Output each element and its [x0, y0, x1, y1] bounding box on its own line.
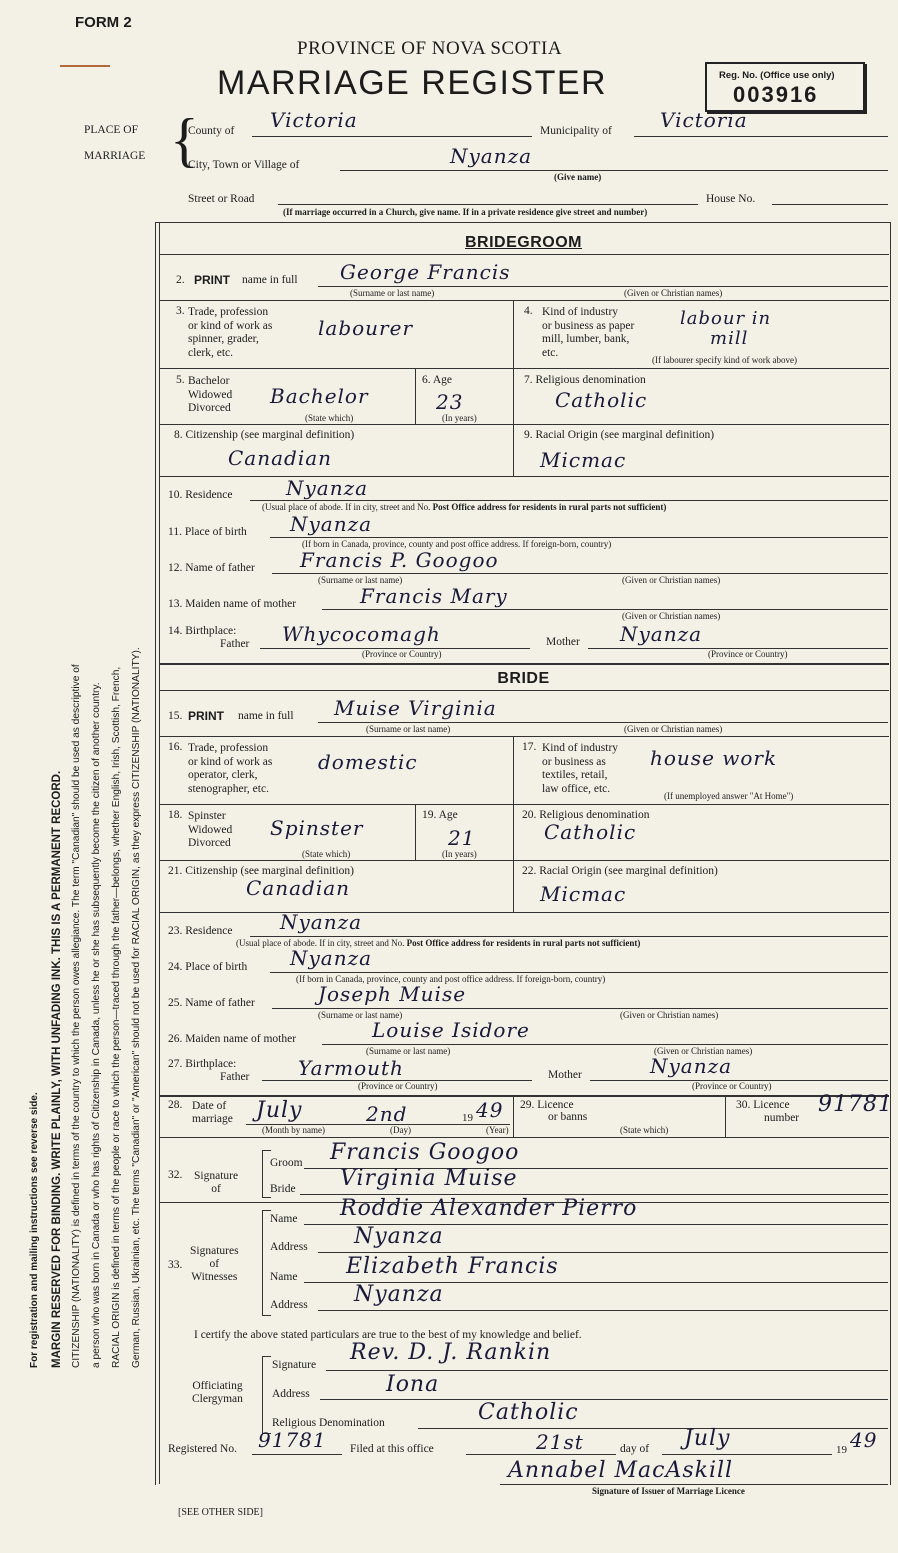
- q2-number: 2.: [176, 274, 185, 286]
- q12-label: 12. Name of father: [168, 562, 255, 574]
- house-line: [772, 204, 888, 205]
- q11-label: 11. Place of birth: [168, 526, 247, 538]
- rule: [513, 1095, 514, 1137]
- day-note: (Day): [390, 1125, 411, 1135]
- bride-name-value: Muise Virginia: [334, 696, 497, 720]
- w1-address-label: Address: [270, 1241, 308, 1253]
- house-label: House No.: [706, 193, 756, 205]
- rule: [160, 690, 889, 691]
- q15-label: name in full: [238, 710, 294, 722]
- q4-number: 4.: [524, 305, 533, 317]
- year-note: (Year): [486, 1125, 509, 1135]
- q4-label: Kind of industry or business as paper mill, lumber, bank, etc.: [542, 306, 635, 359]
- filed-label: Filed at this office: [350, 1443, 434, 1455]
- margin-line-2: MARGIN RESERVED FOR BINDING. WRITE PLAINLY, WITH UNFADING INK. THIS IS A PERMANENT RECORD.: [51, 770, 63, 1368]
- groom-religion-value: Catholic: [555, 388, 648, 412]
- reg-label: Reg. No. (Office use only): [719, 70, 835, 81]
- groom-surname-note: (Surname or last name): [350, 288, 435, 298]
- q17-note: (If unemployed answer "At Home"): [664, 791, 794, 801]
- mother-label: Mother: [548, 1069, 582, 1081]
- clergy-denomination: Catholic: [478, 1400, 579, 1425]
- q3-number: 3.: [176, 305, 185, 317]
- state-which-note: (State which): [620, 1125, 669, 1135]
- clergy-label: Officiating Clergyman: [192, 1380, 243, 1405]
- filed-year-prefix: 19: [836, 1444, 847, 1456]
- place-label-2: MARRIAGE: [84, 150, 146, 162]
- surname-note: (Surname or last name): [366, 724, 451, 734]
- mother-line: [322, 1044, 888, 1045]
- witness2-address: Nyanza: [354, 1282, 444, 1307]
- q3-label: Trade, profession or kind of work as spinner, grader, clerk, etc.: [188, 306, 273, 359]
- rule: [415, 368, 416, 424]
- rule: [160, 424, 889, 425]
- q30-label-2: number: [764, 1112, 800, 1124]
- q7-label: 7. Religious denomination: [524, 374, 646, 386]
- q2-label: name in full: [242, 274, 298, 286]
- q15-print: PRINT: [188, 709, 224, 723]
- registered-label: Registered No.: [168, 1443, 237, 1455]
- page-title: MARRIAGE REGISTER: [217, 64, 608, 102]
- given-note: (Given or Christian names): [622, 611, 721, 621]
- bride-sig-line: [300, 1194, 888, 1195]
- prov-note: (Province or Country): [708, 649, 788, 659]
- q2-print: PRINT: [194, 273, 230, 287]
- groom-given-note: (Given or Christian names): [624, 288, 723, 298]
- rule: [160, 1137, 889, 1138]
- groom-racial-value: Micmac: [540, 448, 627, 472]
- city-label: City, Town or Village of: [188, 159, 300, 171]
- q30-label: 30. Licence: [736, 1099, 790, 1111]
- place-label-1: PLACE OF: [84, 124, 138, 136]
- bride-citizenship-value: Canadian: [246, 876, 351, 900]
- month-note: (Month by name): [262, 1125, 325, 1135]
- rule: [513, 736, 514, 804]
- groom-signature: Francis Googoo: [330, 1140, 520, 1165]
- groom-mother-value: Francis Mary: [360, 584, 508, 608]
- clergy-sig-line: [326, 1370, 888, 1371]
- rule: [725, 1095, 726, 1137]
- q18-number: 18.: [168, 809, 183, 821]
- rule: [513, 368, 514, 424]
- margin-line-5: RACIAL ORIGIN is defined in terms of the people or race to which the person—traced through the father—belongs, whether English, Irish, Scottish, French,: [111, 666, 122, 1368]
- place-brace: {: [170, 107, 199, 173]
- street-label: Street or Road: [188, 193, 255, 205]
- residence-note: (Usual place of abode. If in city, street and No. Post Office address for residents in rural parts not sufficient): [236, 938, 641, 948]
- groom-residence-value: Nyanza: [286, 476, 369, 500]
- marriage-month-value: July: [256, 1098, 303, 1123]
- residence-note: (Usual place of abode. If in city, street and No. Post Office address for residents in rural parts not sufficient): [262, 502, 667, 512]
- registered-number: 91781: [258, 1428, 327, 1452]
- mother-line: [322, 609, 888, 610]
- marriage-day-value: 2nd: [366, 1102, 408, 1126]
- margin-line-4: a person who was born in Canada or who has rights of Citizenship in Canada, unless he or she has subsequently become the citizen of another country.: [91, 682, 102, 1368]
- filed-day: 21st: [536, 1430, 584, 1454]
- bride-father-value: Joseph Muise: [318, 982, 467, 1006]
- q28-number: 28.: [168, 1099, 183, 1111]
- given-note: (Given or Christian names): [654, 1046, 753, 1056]
- bride-name-line: [318, 722, 888, 723]
- surname-note: (Surname or last name): [318, 1010, 403, 1020]
- witness1-address: Nyanza: [354, 1224, 444, 1249]
- state-which-note: (State which): [302, 849, 351, 859]
- q25-label: 25. Name of father: [168, 997, 255, 1009]
- rule: [513, 804, 514, 860]
- witness2-name: Elizabeth Francis: [346, 1254, 559, 1279]
- bride-heading: BRIDE: [497, 670, 550, 687]
- municipality-label: Municipality of: [540, 125, 612, 137]
- w1-name-label: Name: [270, 1213, 298, 1225]
- given-note: (Given or Christian names): [622, 575, 721, 585]
- q33-label: Signatures of Witnesses: [190, 1245, 239, 1283]
- w2-address-line: [318, 1310, 888, 1311]
- q33-number: 33.: [168, 1259, 183, 1271]
- q5-number: 5.: [176, 374, 185, 386]
- marriage-year-value: 49: [476, 1098, 504, 1122]
- q26-label: 26. Maiden name of mother: [168, 1033, 297, 1045]
- clergy-signature: Rev. D. J. Rankin: [350, 1340, 552, 1365]
- clergy-denom-line: [418, 1428, 888, 1429]
- q28-label: Date of marriage: [192, 1100, 233, 1125]
- bridegroom-heading: BRIDEGROOM: [465, 234, 582, 251]
- filed-month-line: [662, 1454, 832, 1455]
- prov-note: (Province or Country): [358, 1081, 438, 1091]
- rule: [160, 804, 889, 805]
- bride-father-bp-value: Yarmouth: [298, 1056, 404, 1080]
- q20-label: 20. Religious denomination: [522, 809, 650, 821]
- birth-note: (If born in Canada, province, county and post office address. If foreign-born, country): [296, 974, 606, 984]
- groom-name-line: [318, 286, 888, 287]
- clergy-brace: [262, 1356, 271, 1434]
- see-other-side: [SEE OTHER SIDE]: [178, 1507, 263, 1518]
- bride-status-value: Spinster: [270, 816, 364, 840]
- groom-age-value: 23: [436, 390, 464, 414]
- reg-number-box: [705, 62, 865, 112]
- father-line: [272, 573, 888, 574]
- groom-industry-value-2: mill: [710, 328, 749, 349]
- rule: [160, 1095, 889, 1097]
- q27-label: 27. Birthplace: Father: [168, 1058, 250, 1083]
- province-heading: PROVINCE OF NOVA SCOTIA: [297, 38, 563, 59]
- rule: [513, 424, 514, 476]
- q32-number: 32.: [168, 1169, 183, 1181]
- clergy-denom-label: Religious Denomination: [272, 1417, 385, 1429]
- q9-label: 9. Racial Origin (see marginal definition): [524, 429, 715, 441]
- municipality-line: [634, 136, 888, 137]
- registered-line: [252, 1454, 342, 1455]
- groom-citizenship-value: Canadian: [228, 446, 333, 470]
- rule: [160, 368, 889, 369]
- form-number: FORM 2: [75, 14, 132, 31]
- q16-number: 16.: [168, 741, 183, 753]
- given-note: (Given or Christian names): [624, 724, 723, 734]
- bride-trade-value: domestic: [318, 750, 418, 774]
- rule: [160, 476, 889, 477]
- day-of-label: day of: [620, 1443, 650, 1455]
- groom-industry-value-1: labour in: [680, 308, 772, 329]
- q17-number: 17.: [522, 741, 537, 753]
- rule: [160, 912, 889, 913]
- county-label: County of: [188, 125, 235, 137]
- binding-mark: [60, 65, 110, 67]
- rule: [513, 860, 514, 912]
- groom-father-value: Francis P. Googoo: [300, 548, 499, 572]
- bride-birth-value: Nyanza: [290, 946, 373, 970]
- clergy-address: Iona: [386, 1372, 440, 1397]
- q29-label-2: or banns: [548, 1111, 588, 1123]
- q5-label: Bachelor Widowed Divorced: [188, 375, 233, 414]
- groom-name-value: George Francis: [340, 260, 511, 284]
- margin-line-6: German, Russian, Ukrainian, etc. The terms "Canadian" or "American" should not be used for RACIAL ORIGIN, as they express CITIZENSHIP (NATIONALITY).: [131, 647, 142, 1368]
- q21-label: 21. Citizenship (see marginal definition): [168, 865, 354, 877]
- q23-label: 23. Residence: [168, 925, 233, 937]
- q29-label: 29. Licence: [520, 1099, 574, 1111]
- surname-note: (Surname or last name): [318, 575, 403, 585]
- prov-note: (Province or Country): [362, 649, 442, 659]
- marriage-year-prefix: 19: [462, 1112, 473, 1124]
- bride-sig-label: Bride: [270, 1183, 296, 1195]
- bride-mother-value: Louise Isidore: [372, 1018, 530, 1042]
- groom-sig-label: Groom: [270, 1157, 303, 1169]
- rule: [160, 254, 889, 255]
- bride-signature: Virginia Muise: [340, 1166, 518, 1191]
- clergy-addr-line: [320, 1399, 888, 1400]
- given-note: (Given or Christian names): [620, 1010, 719, 1020]
- inner-left-rule: [159, 222, 160, 1484]
- q15-number: 15.: [168, 710, 183, 722]
- mother-label: Mother: [546, 636, 580, 648]
- issuer-signature: Annabel MacAskill: [508, 1458, 734, 1483]
- county-line: [252, 136, 532, 137]
- city-value: Nyanza: [450, 144, 533, 168]
- city-line: [340, 170, 888, 171]
- prov-note: (Province or Country): [692, 1081, 772, 1091]
- county-value: Victoria: [270, 108, 358, 132]
- bride-racial-value: Micmac: [540, 882, 627, 906]
- q6-label: 6. Age: [422, 374, 453, 386]
- filed-line: [466, 1454, 616, 1455]
- bride-religion-value: Catholic: [544, 820, 637, 844]
- q22-label: 22. Racial Origin (see marginal definition): [522, 865, 718, 877]
- street-note: (If marriage occurred in a Church, give name. If in a private residence give street and number): [283, 207, 648, 217]
- municipality-value: Victoria: [660, 108, 748, 132]
- filed-month: July: [684, 1426, 731, 1451]
- bride-industry-value: house work: [650, 746, 778, 770]
- bride-residence-value: Nyanza: [280, 910, 363, 934]
- residence-line: [250, 500, 888, 501]
- bride-mother-bp-value: Nyanza: [650, 1054, 733, 1078]
- reg-number: 003916: [733, 82, 819, 107]
- w2-address-label: Address: [270, 1299, 308, 1311]
- groom-birth-value: Nyanza: [290, 512, 373, 536]
- filed-year: 49: [850, 1428, 878, 1452]
- birth-line: [270, 537, 888, 538]
- w2-name-label: Name: [270, 1271, 298, 1283]
- rule: [160, 663, 889, 665]
- margin-line-3: CITIZENSHIP (NATIONALITY) is defined in terms of the country to which the person owes allegiance. The term "Canadian" should be used as descriptive of: [71, 664, 82, 1368]
- clergy-sig-label: Signature: [272, 1359, 317, 1371]
- rule: [160, 300, 889, 301]
- surname-note: (Surname or last name): [366, 1046, 451, 1056]
- q8-label: 8. Citizenship (see marginal definition): [174, 429, 355, 441]
- groom-father-bp-value: Whycocomagh: [282, 622, 441, 646]
- rule: [415, 804, 416, 860]
- q14-label: 14. Birthplace: Father: [168, 625, 250, 650]
- rule: [160, 736, 889, 737]
- residence-line: [250, 936, 888, 937]
- q18-label: Spinster Widowed Divorced: [188, 810, 233, 849]
- issuer-label: Signature of Issuer of Marriage Licence: [592, 1486, 745, 1496]
- state-which-note: (State which): [305, 413, 354, 423]
- margin-line-1: For registration and mailing instructions see reverse side.: [29, 1092, 40, 1368]
- years-note: (In years): [442, 413, 477, 423]
- father-line: [272, 1008, 888, 1009]
- w1-address-line: [318, 1252, 888, 1253]
- licence-number-value: 91781: [818, 1092, 893, 1117]
- witness1-name: Roddie Alexander Pierro: [340, 1196, 638, 1221]
- q19-label: 19. Age: [422, 809, 458, 821]
- clergy-addr-label: Address: [272, 1388, 310, 1400]
- q13-label: 13. Maiden name of mother: [168, 598, 297, 610]
- give-name-note: (Give name): [554, 172, 602, 182]
- street-line: [278, 204, 698, 205]
- q17-label: Kind of industry or business as textiles, retail, law office, etc.: [542, 742, 619, 795]
- birth-note: (If born in Canada, province, county and post office address. If foreign-born, country): [302, 539, 612, 549]
- rule: [513, 300, 514, 368]
- q32-label: Signature of: [194, 1170, 239, 1195]
- years-note: (In years): [442, 849, 477, 859]
- bride-age-value: 21: [448, 826, 476, 850]
- q16-label: Trade, profession or kind of work as operator, clerk, stenographer, etc.: [188, 742, 273, 795]
- q4-note: (If labourer specify kind of work above): [652, 355, 797, 365]
- groom-status-value: Bachelor: [270, 384, 369, 408]
- issuer-line: [500, 1484, 888, 1485]
- birth-line: [270, 972, 888, 973]
- groom-trade-value: labourer: [318, 316, 414, 340]
- q24-label: 24. Place of birth: [168, 961, 248, 973]
- rule: [160, 860, 889, 861]
- groom-mother-bp-value: Nyanza: [620, 622, 703, 646]
- certify-text: I certify the above stated particulars are true to the best of my knowledge and belief.: [194, 1329, 582, 1341]
- q10-label: 10. Residence: [168, 489, 233, 501]
